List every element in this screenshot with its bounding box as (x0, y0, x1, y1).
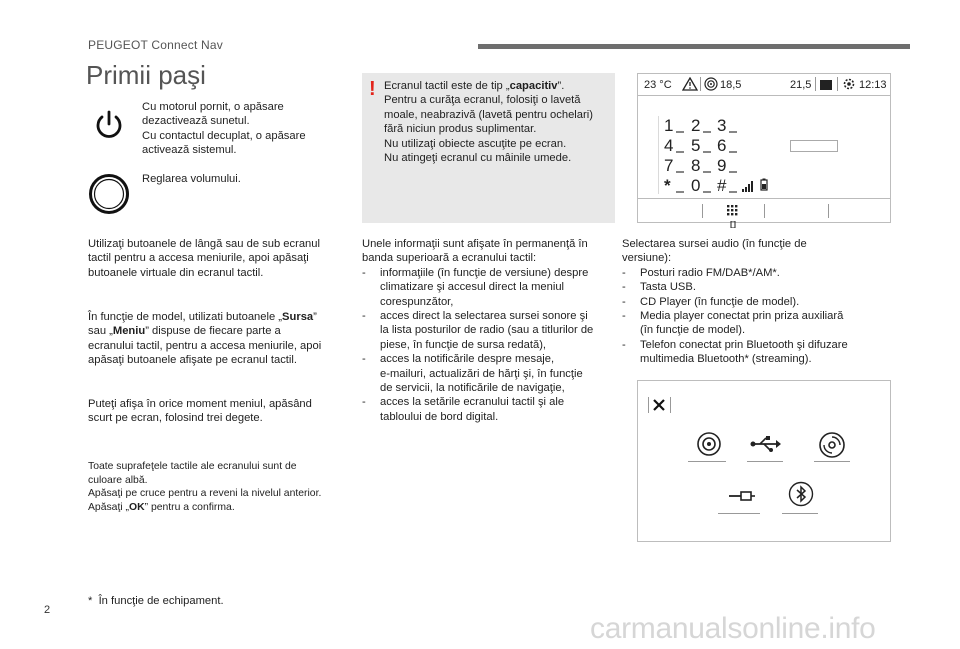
list-item: - acces la setările ecranului tactil şi ale tabloului de bord digital. (362, 395, 617, 424)
number-display (790, 140, 838, 152)
key-7: 7 (664, 156, 674, 175)
list-item: - Media player conectat prin priza auxiliară (în funcţie de model). (622, 309, 892, 338)
usb-icon (750, 435, 782, 453)
key-9: 9 (717, 156, 727, 175)
page-title: Primii paşi (86, 60, 206, 90)
menu-access-text: Utilizaţi butoanele de lângă sau de sub ecranul tactil pentru a accesa meniurile, apoi apăsaţi butoanele virtuale din ecranul tactil. (88, 238, 320, 279)
signal-icon (742, 179, 754, 191)
page-number: 2 (44, 604, 51, 616)
distance-readout: 21,5 (790, 79, 812, 91)
touchscreen-keypad-image (637, 73, 891, 223)
key-4: 4 (664, 136, 674, 155)
divider (764, 204, 765, 218)
three-finger-text: Puteţi afişa în orice moment meniul, apăsând scurt pe ecran, folosind trei degete. (88, 398, 312, 425)
power-description: Cu motorul pornit, o apăsare dezactivează sunetul. Cu contactul decuplat, o apăsare activează sistemul. (142, 101, 306, 157)
status-separator (638, 95, 890, 96)
list-item: - acces la notificările despre mesaje, e-mailuri, actualizări de hărţi şi, în funcţie de servicii, la notificările de navigaţie, (362, 352, 617, 395)
list-item: - Telefon conectat prin Bluetooth şi difuzare multimedia Bluetooth* (streaming). (622, 338, 892, 367)
underline (688, 461, 726, 462)
warning-text: Ecranul tactil este de tip „capacitiv”. Pentru a curăţa ecranul, folosiţi o lavetă moale, neabrazivă (lavetă pentru ochelari) fără niciun produs suplimentar. Nu utilizaţi obiecte ascuţite pe ecran. Nu atingeţi ecranul cu mâinile umede. (384, 80, 593, 165)
temperature-readout: 23 °C (644, 79, 672, 91)
settings-gear-icon (842, 77, 856, 91)
power-icon (89, 104, 129, 144)
status-bar-info: Unele informaţii sunt afişate în permanenţă în banda superioară a ecranului tactil: - informaţiile (în funcţie de versiune) despre climatizare şi accesul direct la meniul corespunzător, - acces direct la selectarea sursei sonore şi la lista posturilor de radio (sau a titlurilor de piese, în funcţie de sursa redată), - acces la notificările despre mesaje, e-mailuri, actualizări de hărţi şi, în funcţie de servicii, la notificările de navigaţie, - acces la setările ecranului tactil şi ale tabloului de bord digital. (362, 237, 617, 424)
header-bar (478, 44, 910, 49)
key-6: 6 (717, 136, 727, 155)
key-3: 3 (717, 116, 727, 135)
battery-icon (760, 178, 768, 191)
key-5: 5 (691, 136, 701, 155)
divider (670, 397, 671, 413)
watermark: carmanualsonline.info (590, 612, 876, 645)
keypad (658, 116, 748, 194)
key-0: 0 (691, 176, 701, 195)
source-selection-image (637, 380, 891, 542)
source-menu-text: În funcţie de model, utilizati butoanele „Sursa” sau „Meniu” dispuse de fiecare parte a ecranului tactil, pentru a accesa meniurile, apoi apăsaţi butoanele afişate pe ecranul tactil. (88, 311, 322, 367)
volume-description: Reglarea volumului. (142, 173, 241, 185)
touch-surfaces-text: Toate suprafeţele tactile ale ecranului sunt de culoare albă. Apăsaţi pe cruce pentru a reveni la nivelul anterior. Apăsaţi „OK” pentru a confirma. (88, 461, 322, 513)
underline (747, 461, 783, 462)
close-icon (652, 398, 666, 412)
key-hash: # (717, 176, 727, 195)
header-label: PEUGEOT Connect Nav (88, 38, 223, 52)
bottom-separator (638, 198, 890, 199)
divider (828, 204, 829, 218)
underline (814, 461, 850, 462)
underline (718, 513, 760, 514)
list-item: - acces direct la selectarea sursei sonore şi la lista posturilor de radio (sau a titlurilor de piese, în funcţie de sursa redată), (362, 309, 617, 352)
clock: 12:13 (859, 79, 887, 91)
radio-icon (704, 77, 718, 91)
cd-icon (818, 431, 846, 459)
divider (837, 77, 838, 91)
key-8: 8 (691, 156, 701, 175)
list-item: - Posturi radio FM/DAB*/AM*. (622, 266, 892, 280)
divider (700, 77, 701, 91)
list-item: - Tasta USB. (622, 280, 892, 294)
divider (702, 204, 703, 218)
exclamation-icon: ! (369, 78, 376, 100)
list-item: - informaţiile (în funcţie de versiune) despre climatizare şi accesul direct la meniul corespunzător, (362, 266, 617, 309)
key-star: * (664, 176, 671, 195)
hand-icon (730, 215, 736, 222)
aux-jack-icon (728, 489, 756, 503)
key-2: 2 (691, 116, 701, 135)
warning-triangle-icon (682, 77, 698, 91)
key-1: 1 (664, 116, 674, 135)
divider (648, 397, 649, 413)
list-item: - CD Player (în funcţie de model). (622, 295, 892, 309)
bluetooth-icon (788, 481, 814, 507)
underline (782, 513, 818, 514)
radio-source-icon (696, 431, 722, 457)
volume-knob-icon (87, 172, 131, 216)
message-icon (819, 78, 833, 90)
divider (815, 77, 816, 91)
audio-source-info: Selectarea sursei audio (în funcţie de versiune): - Posturi radio FM/DAB*/AM*. - Tasta USB. - CD Player (în funcţie de model). - Media player conectat prin priza auxiliară (în funcţie de model). - Telefon conectat prin Bluetooth şi difuzare multimedia Bluetooth* (streaming). (622, 237, 892, 367)
footnote: * În funcţie de echipament. (88, 595, 224, 607)
radio-frequency: 18,5 (720, 79, 742, 91)
